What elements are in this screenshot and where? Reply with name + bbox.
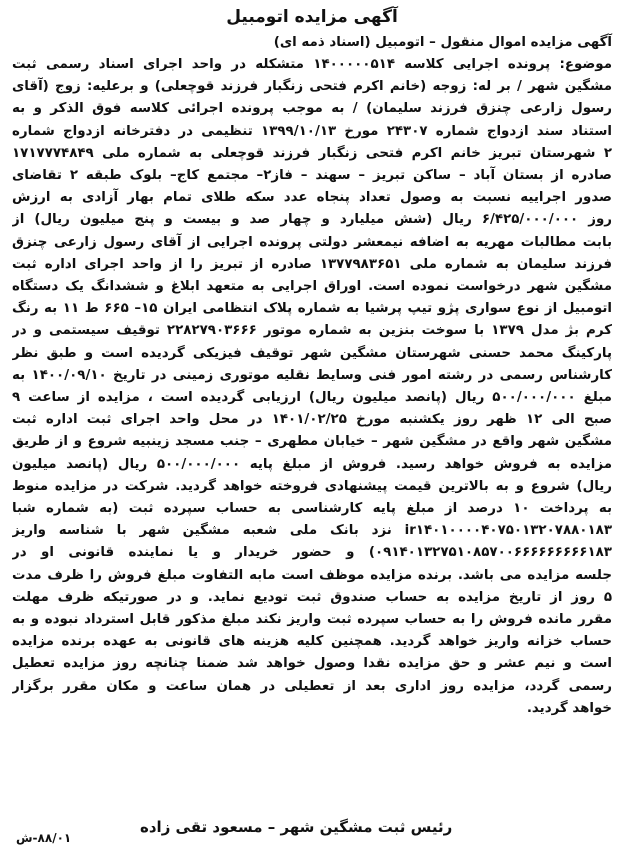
notice-line: ۲ شهرستان تبریز خانم اکرم فتحی زنگبار فرزند قوچعلی به شماره ملی ۱۷۱۷۷۷۴۸۴۹ (12, 145, 612, 161)
notice-line: است و نیم عشر و حق مزایده نقدا وصول خواهد شد ضمنا چنانچه روز مزایده تعطیل (12, 656, 612, 672)
notice-line: روز ۶/۴۲۵/۰۰۰/۰۰۰ ریال (شش میلیارد و چهار صد و بیست و پنج میلیون ریال) از (12, 212, 612, 228)
notice-line: مشگین شهر / بر له: زوجه (خانم اکرم فتحی زنگبار فرزند قوچعلی) و برعلیه: زوج (آقای (12, 79, 612, 95)
notice-subtitle: آگهی مزایده اموال منقول – اتومبیل (اسناد ذمه ای) (273, 35, 612, 50)
notice-line: مشگین شهر درخواست نموده است. اوراق اجرایی به متعهد ابلاغ و ششدانگ یک دستگاه (12, 279, 612, 295)
notice-line: ir۱۴۰۱۰۰۰۰۴۰۷۵۰۱۳۲۰۷۸۸۰۱۸۳ نزد بانک ملی شعبه مشگین شهر با شناسه واریز (12, 523, 612, 539)
notice-line: رسول زارعی چنزق فرزند سلیمان) / به موجب پرونده اجرائی کلاسه فوق الذکر و به (12, 101, 612, 117)
notice-line: صادره از بستان آباد – ساکن تبریز – سهند – فاز۲– مجتمع کاج– بلوک طبقه ۲ تقاضای (12, 168, 612, 184)
notice-line: موضوع: پرونده اجرایی کلاسه ۱۴۰۰۰۰۰۵۱۴ متشکله در واحد اجرای اسناد رسمی ثبت (12, 57, 612, 72)
notice-title: آگهی مزایده اتومبیل (226, 7, 398, 27)
notice-line: مبلغ ۵۰۰/۰۰۰/۰۰۰ ریال (پانصد میلیون ریال) ارزیابی گردیده است ، مزایده از ساعت ۹ (12, 390, 612, 406)
notice-line: صدور اجراییه نسبت به وصول تعداد پنجاه عدد سکه طلای تمام بهار آزادی به ارزش (12, 190, 612, 206)
notice-line: پارکینگ محمد حسنی شهرستان مشگین شهر توقیف فیزیکی گردیده است و طبق نظر (12, 345, 612, 361)
notice-line: مشگین شهر واقع در مشگین شهر – خیابان مطهری – جنب مسجد زینبیه شروع و از طریق (12, 434, 612, 450)
notice-line: ۰۹۱۴۰۱۳۲۷۵۱۰۸۵۷۰۰۶۶۶۶۶۶۶۶۶۱۸۳) و حضور خریدار و یا نماینده قانونی او در (12, 545, 612, 561)
notice-line: استناد سند ازدواج شماره ۲۴۳۰۷ مورخ ۱۳۹۹/۱۰/۱۳ تنظیمی در دفترخانه ازدواج شماره (12, 123, 612, 139)
notice-line: ریال) شروع و به بالاترین قیمت پیشنهادی فروخته خواهد گردید. شرکت در مزایده منوط (12, 478, 612, 494)
signature: رئیس ثبت مشگین شهر – مسعود تقی زاده (140, 818, 453, 836)
notice-line: مقرر مانده فروش را به حساب سپرده ثبت واریز نکند مبلغ مذکور قابل استرداد نبوده و به (12, 612, 612, 628)
notice-line: فرزند سلیمان به شماره ملی ۱۳۷۷۹۸۳۶۵۱ صادره از تبریز را از واحد اجرای اداره ثبت (12, 256, 612, 272)
notice-line: صبح الی ۱۲ ظهر روز یکشنبه مورخ ۱۴۰۱/۰۲/۲۵ در محل واحد اجرای ثبت اداره ثبت (12, 412, 612, 428)
footer-code: ۸۸/۰۱-ش (16, 831, 72, 845)
notice-line: رسمی گردد، مزایده روز اداری بعد از تعطیلی در همان ساعت و مکان مقرر برگزار (12, 678, 612, 694)
notice-line: بابت مطالبات مهریه به اضافه نیمعشر دولتی پرونده اجرایی از آقای رسول زارعی چنزق (12, 234, 612, 250)
notice-line: به پرداخت ۱۰ درصد از مبلغ پایه کارشناسی به حساب سپرده ثبت (به شماره شبا (12, 501, 612, 517)
notice-line: ۵ روز از تاریخ مزایده به حساب صندوق ثبت تودیع نماید. و در صورتیکه ظرف مهلت (12, 589, 612, 605)
notice-line: کرم بژ مدل ۱۳۷۹ با سوخت بنزین به شماره موتور ۲۲۸۲۷۹۰۳۶۶۶ توقیف سیستمی و در (12, 323, 612, 339)
notice-line: حساب خزانه واریز خواهد گردید. همچنین کلیه هزینه های قانونی به عهده برنده مزایده (12, 634, 612, 650)
notice-line: مزایده به فروش خواهد رسید. فروش از مبلغ پایه ۵۰۰/۰۰۰/۰۰۰ ریال (پانصد میلیون (12, 456, 612, 472)
notice-line: اتومبیل از نوع سواری پژو تیپ پرشیا به شماره پلاک انتظامی ایران ۱۵– ۶۶۵ ط ۱۱ به رنگ (12, 301, 612, 317)
notice-body (12, 54, 612, 720)
notice-line: جلسه مزایده می باشد. برنده مزایده موظف است مابه التفاوت مبلغ فروش را ظرف مدت (12, 567, 612, 583)
notice-line: خواهد گردید. (526, 700, 612, 716)
notice-line: کارشناس رسمی در رشته امور فنی وسایط نقلیه موتوری زمینی در تاریخ ۱۴۰۰/۰۹/۱۰ به (12, 367, 612, 383)
